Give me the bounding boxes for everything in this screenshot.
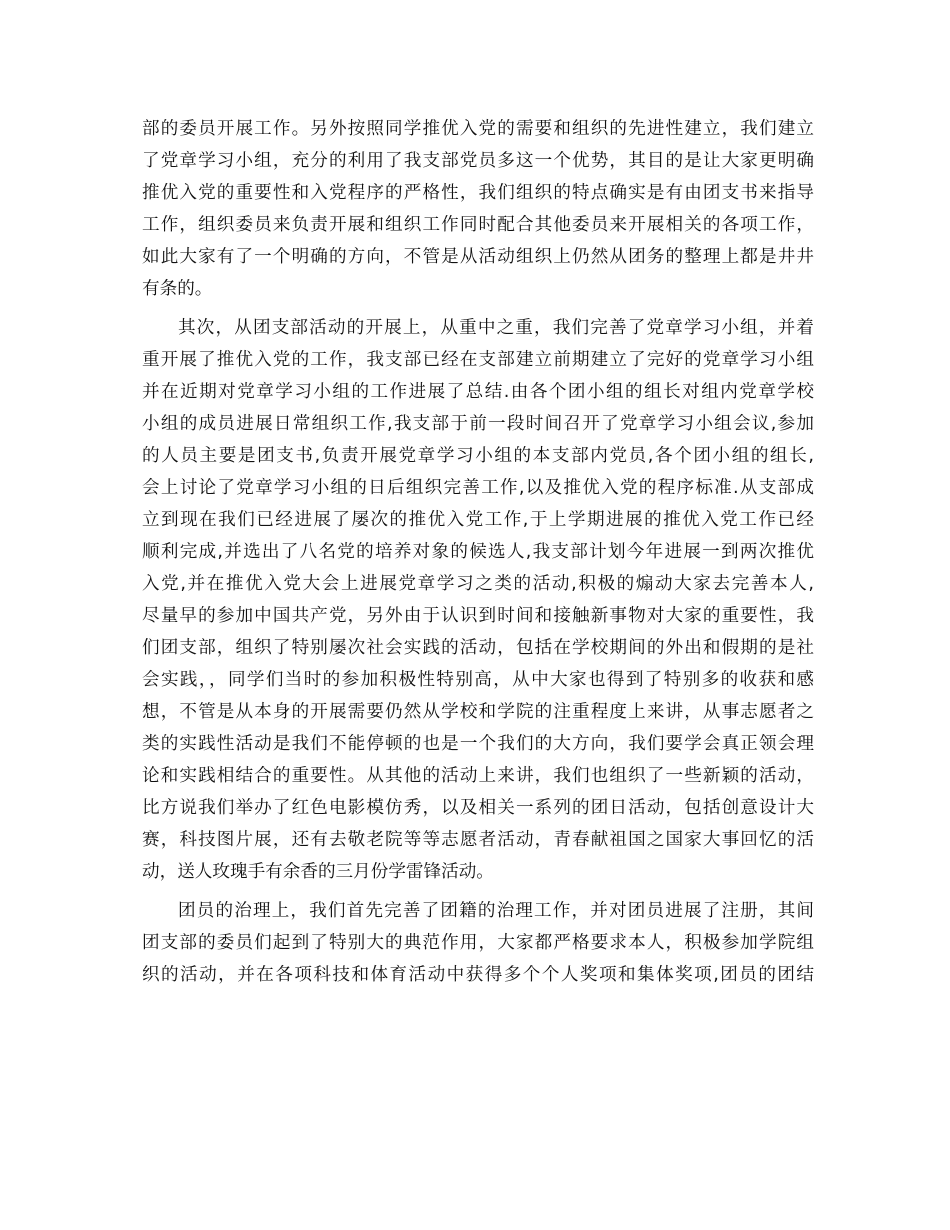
text-line: 如此大家有了一个明确的方向，不管是从活动组织上仍然从团务的整理上都是井井 [142, 247, 814, 267]
text-line: 会实践，，同学们当时的参加积极性特别高，从中大家也得到了特别多的收获和感 [142, 670, 814, 690]
text-line: 动，送人玫瑰手有余香的三月份学雷锋活动。 [142, 862, 494, 882]
paragraph-3 [142, 895, 814, 991]
text-line: 部的委员开展工作。另外按照同学推优入党的需要和组织的先进性建立，我们建立 [142, 119, 814, 139]
paragraph-1 [142, 113, 814, 305]
text-line: 顺利完成,并选出了八名党的培养对象的候选人,我支部计划今年进展一到两次推优 [142, 542, 814, 562]
text-line: 们团支部，组织了特别屡次社会实践的活动，包括在学校期间的外出和假期的是社 [142, 638, 814, 658]
text-line: 团员的治理上，我们首先完善了团籍的治理工作，并对团员进展了注册，其间 [178, 901, 814, 921]
text-line: 并在近期对党章学习小组的工作进展了总结.由各个团小组的组长对组内党章学校 [142, 382, 814, 402]
text-line: 尽量早的参加中国共产党，另外由于认识到时间和接触新事物对大家的重要性，我 [142, 606, 814, 626]
paragraph-gap [142, 888, 814, 895]
text-line: 的人员主要是团支书,负责开展党章学习小组的本支部内党员,各个团小组的组长, [142, 446, 814, 466]
text-line: 工作，组织委员来负责开展和组织工作同时配合其他委员来开展相关的各项工作， [142, 215, 814, 235]
text-line: 想，不管是从本身的开展需要仍然从学校和学院的注重程度上来讲，从事志愿者之 [142, 702, 814, 722]
text-line: 织的活动，并在各项科技和体育活动中获得多个个人奖项和集体奖项,团员的团结 [142, 965, 814, 985]
paragraph-2 [142, 312, 814, 888]
text-line: 重开展了推优入党的工作，我支部已经在支部建立前期建立了完好的党章学习小组 [142, 350, 814, 370]
document-body [142, 113, 814, 991]
text-line: 推优入党的重要性和入党程序的严格性，我们组织的特点确实是有由团支书来指导 [142, 183, 814, 203]
text-line: 类的实践性活动是我们不能停顿的也是一个我们的大方向，我们要学会真正领会理 [142, 734, 814, 754]
text-line: 入党,并在推优入党大会上进展党章学习之类的活动,积极的煽动大家去完善本人, [142, 574, 814, 594]
text-line: 会上讨论了党章学习小组的日后组织完善工作,以及推优入党的程序标准.从支部成 [142, 478, 814, 498]
text-line: 团支部的委员们起到了特别大的典范作用，大家都严格要求本人，积极参加学院组 [142, 933, 814, 953]
text-line: 比方说我们举办了红色电影模仿秀，以及相关一系列的团日活动，包括创意设计大 [142, 798, 814, 818]
text-line: 论和实践相结合的重要性。从其他的活动上来讲，我们也组织了一些新颖的活动， [142, 766, 814, 786]
text-line: 赛，科技图片展，还有去敬老院等等志愿者活动，青春献祖国之国家大事回忆的活 [142, 830, 814, 850]
paragraph-gap [142, 305, 814, 312]
text-line: 有条的。 [142, 279, 213, 299]
text-line: 了党章学习小组，充分的利用了我支部党员多这一个优势，其目的是让大家更明确 [142, 151, 814, 171]
text-line: 小组的成员进展日常组织工作,我支部于前一段时间召开了党章学习小组会议,参加 [142, 414, 814, 434]
text-line: 立到现在我们已经进展了屡次的推优入党工作,于上学期进展的推优入党工作已经 [142, 510, 814, 530]
text-line: 其次，从团支部活动的开展上，从重中之重，我们完善了党章学习小组，并着 [178, 318, 814, 338]
